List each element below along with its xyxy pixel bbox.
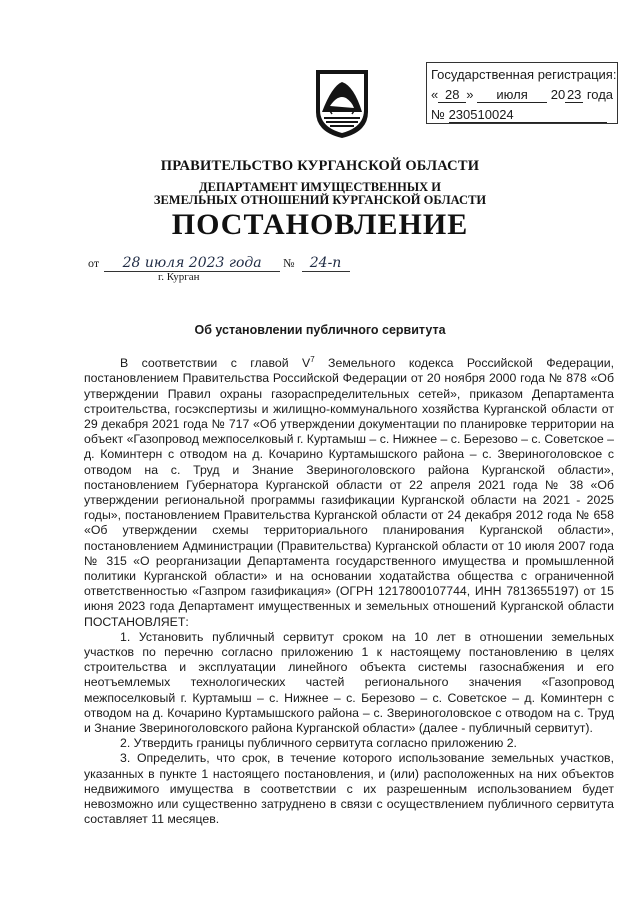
registration-number-sign: №	[431, 107, 445, 122]
item-1-paragraph: 1. Установить публичный сервитут сроком на 10 лет в отношении земельных участков по перечню согласно приложению 1 к настоящему постановлению в целях строительства и эксплуатации линейного объекта системы газоснабжения и его неотъемлемых технологических частей регионального значения «Газопровод межпоселковый г. Куртамыш – с. Нижнее – с. Березово – с. Советское – д. Коминтерн с отводом на д. Кочарино Куртамышского района – с. Звериноголовское с отводом на с. Труд и Знание Звериноголовского района Курганской области» (далее - публичный сервитут).	[84, 629, 614, 735]
coat-of-arms-icon	[314, 68, 370, 140]
handwritten-number: 24-п	[309, 255, 342, 271]
registration-date	[431, 85, 617, 105]
document-type: ПОСТАНОВЛЕНИЕ	[171, 208, 469, 241]
government-name: ПРАВИТЕЛЬСТВО КУРГАНСКОЙ ОБЛАСТИ	[160, 158, 480, 174]
document-title: Об установлении публичного сервитута	[194, 323, 446, 337]
registration-stamp	[426, 62, 618, 124]
document-body	[84, 352, 614, 827]
registration-month: июля	[477, 87, 547, 103]
registration-year-suffix: 23	[566, 87, 582, 102]
department-name-line2: ЗЕМЕЛЬНЫХ ОТНОШЕНИЙ КУРГАНСКОЙ ОБЛАСТИ	[153, 193, 487, 207]
preamble-start: В соответствии с главой V	[120, 356, 311, 371]
registration-open-quote: «	[431, 87, 439, 102]
date-from-label: от	[88, 256, 100, 270]
chapter-superscript: 7	[310, 355, 315, 364]
item-2-paragraph: 2. Утвердить границы публичного сервитута согласно приложению 2.	[120, 736, 517, 751]
date-number-line	[88, 255, 350, 272]
city-label: г. Курган	[158, 271, 200, 283]
handwritten-date: 28 июля 2023 года	[122, 255, 262, 271]
registration-label: Государственная регистрация:	[431, 67, 617, 82]
registration-year-word: года	[586, 87, 614, 102]
registration-year-prefix: 20	[550, 87, 566, 102]
department-name-line1: ДЕПАРТАМЕНТ ИМУЩЕСТВЕННЫХ И	[199, 180, 441, 194]
registration-day: 28	[438, 87, 466, 103]
registration-number-row	[431, 105, 617, 125]
preamble-rest: Земельного кодекса Российской Федерации, постановлением Правительства Российской Федерации от 20 ноября 2000 года № 878 «Об утверждении Правил охраны газораспределительных сетей», приказом Департамента строительства, госэкспертизы и жилищно-коммунального хозяйства Курганской области от 29 декабря 2021 года № 717 «Об утверждении документации по планировке территории на объект «Газопровод межпоселковый г. Куртамыш – с. Нижнее – с. Березово – с. Советское – д. Коминтерн с отводом на д. Кочарино Куртамышского района – с. Звериноголовское с отводом на с. Труд и Знание Звериноголовского района Курганской области», постановлением Губернатора Курганской области от 22 апреля 2021 года № 38 «Об утверждении региональной программы газификации Курганской области на 2021 - 2025 годы», постановлением Правительства Курганской области от 24 декабря 2012 года № 658 «Об утверждении схемы территориального планирования Курганской области», постановлением Администрации (Правительства) Курганской области от 10 июля 2007 года № 315 «О реорганизации Департамента государственного имущества и промышленной политики Курганской области» и на основании ходатайства общества с ограниченной ответственностью «Газпром газификация» (ОГРН 1217800107744, ИНН 7813655197) от 15 июня 2023 года Департамент имущественных и земельных отношений Курганской области ПОСТАНОВЛЯЕТ:	[84, 356, 615, 629]
registration-close-quote: »	[466, 87, 474, 102]
item-3-paragraph: 3. Определить, что срок, в течение которого использование земельных участков, указанных в пункте 1 настоящего постановления, и (или) расположенных на них объектов недвижимого имущества в соответствии с их разрешенным использованием будет невозможно или существенно затруднено в связи с осуществлением публичного сервитута составляет 11 месяцев.	[84, 751, 614, 827]
registration-number: 230510024	[449, 107, 607, 123]
preamble-paragraph	[84, 352, 614, 630]
number-sign: №	[283, 256, 295, 270]
